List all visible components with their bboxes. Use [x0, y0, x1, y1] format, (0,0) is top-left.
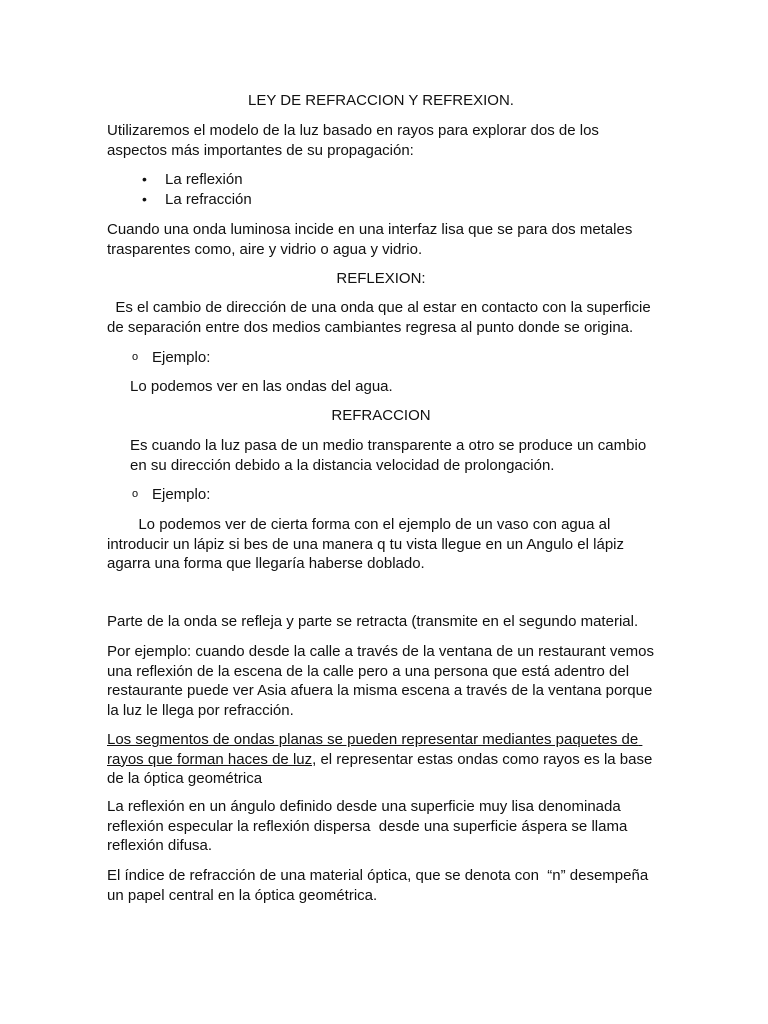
- sub-bullet-marker: o: [132, 488, 139, 500]
- intro-paragraph: Utilizaremos el modelo de la luz basado en rayos para explorar dos de los aspectos más importantes de su propagación:: [107, 122, 599, 159]
- bullet-marker: •: [142, 171, 147, 187]
- example-label: Ejemplo:: [152, 486, 211, 503]
- underlined-text: Los segmentos de ondas planas se pueden representar mediantes paquetes de rayos que forman haces de luz,: [107, 731, 643, 768]
- example-label: Ejemplo:: [152, 349, 211, 366]
- refraccion-example-text: Lo podemos ver de cierta forma con el ejemplo de un vaso con agua al introducir un lápiz si bes de una manera q tu vista llegue en un Angulo el lápiz agarra una forma que llegaría haberse doblado.: [107, 516, 629, 572]
- parte-paragraph: Parte de la onda se refleja y parte se retracta (transmite en el segundo material.: [107, 613, 639, 630]
- ejemplo-paragraph: Por ejemplo: cuando desde la calle a través de la ventana de un restaurant vemos una reflexión de la escena de la calle pero a una persona que está adentro del restaurante puede ver Asia afuera la misma escena a través de la ventana porque la luz le llega por refracción.: [107, 643, 655, 719]
- bullet-marker: •: [142, 191, 147, 207]
- sub-bullet-marker: o: [132, 351, 139, 363]
- document-title: LEY DE REFRACCION Y REFREXION.: [248, 92, 514, 109]
- paragraph-text: el representar estas ondas como rayos es la base de la óptica geométrica: [107, 750, 657, 787]
- refraccion-heading: REFRACCION: [331, 407, 431, 424]
- segmentos-paragraph: [107, 730, 655, 789]
- interface-paragraph: Cuando una onda luminosa incide en una interfaz lisa que se para dos metales trasparentes como, aire y vidrio o agua y vidrio.: [107, 221, 633, 258]
- reflexion-example-text: Lo podemos ver en las ondas del agua.: [130, 378, 393, 395]
- bullet-text: La reflexión: [165, 171, 243, 188]
- reflexion-heading: REFLEXION:: [336, 270, 426, 287]
- indice-paragraph: El índice de refracción de una material óptica, que se denota con “n” desempeña un papel central en la óptica geométrica.: [107, 867, 653, 904]
- bullet-text: La refracción: [165, 191, 252, 208]
- reflexion-definition: Es el cambio de dirección de una onda que al estar en contacto con la superficie de separación entre dos medios cambiantes regresa al punto donde se origina.: [107, 299, 655, 336]
- especular-paragraph: La reflexión en un ángulo definido desde una superficie muy lisa denominada reflexión especular la reflexión dispersa desde una superficie áspera se llama reflexión difusa.: [107, 798, 632, 854]
- refraccion-definition: Es cuando la luz pasa de un medio transparente a otro se produce un cambio en su dirección debido a la distancia velocidad de prolongación.: [130, 437, 647, 474]
